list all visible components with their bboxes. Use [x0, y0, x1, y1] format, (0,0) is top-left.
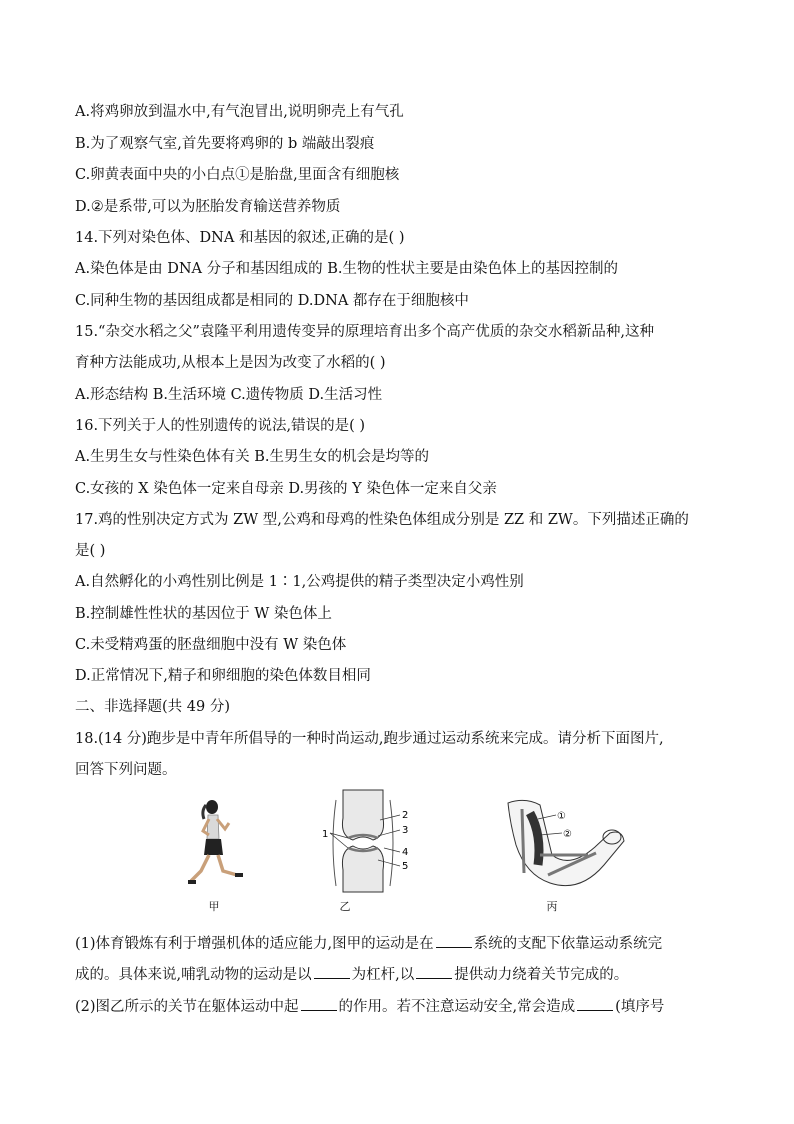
- answer-blank[interactable]: [301, 996, 337, 1011]
- question-17-line1: 17.鸡的性别决定方式为 ZW 型,公鸡和母鸡的性染色体组成分别是 ZZ 和 ZW。下列描述正确的: [75, 512, 689, 528]
- question-18-line1: 18.(14 分)跑步是中青年所倡导的一种时尚运动,跑步通过运动系统来完成。请分析下面图片,: [75, 731, 664, 747]
- joint-label-3: 3: [402, 825, 409, 836]
- option-17a: A.自然孵化的小鸡性别比例是 1∶1,公鸡提供的精子类型决定小鸡性别: [75, 574, 524, 590]
- q18-part2-line1: (2)图乙所示的关节在躯体运动中起 的作用。若不注意运动安全,常会造成 (填序号: [75, 996, 664, 1017]
- joint-label-1: 1: [322, 829, 329, 840]
- option-13d: D.②是系带,可以为胚胎发育输送营养物质: [75, 199, 341, 215]
- muscle-label-1: ①: [557, 811, 566, 822]
- joint-label-2: 2: [402, 810, 409, 821]
- option-13c: C.卵黄表面中央的小白点①是胎盘,里面含有细胞核: [75, 167, 400, 183]
- options-16-ab: A.生男生女与性染色体有关 B.生男生女的机会是均等的: [75, 449, 429, 465]
- arm-muscle-diagram: [500, 795, 630, 900]
- option-13a: A.将鸡卵放到温水中,有气泡冒出,说明卵壳上有气孔: [75, 104, 404, 120]
- options-14-cd: C.同种生物的基因组成都是相同的 D.DNA 都存在于细胞核中: [75, 293, 469, 309]
- options-14-ab: A.染色体是由 DNA 分子和基因组成的 B.生物的性状主要是由染色体上的基因控制的: [75, 261, 618, 277]
- joint-label-5: 5: [402, 861, 409, 872]
- options-15: A.形态结构 B.生活环境 C.遗传物质 D.生活习性: [75, 387, 383, 403]
- muscle-label-2: ②: [563, 829, 572, 840]
- question-15-line1: 15.“杂交水稻之父”袁隆平利用遗传变异的原理培育出多个高产优质的杂交水稻新品种,这种: [75, 324, 654, 340]
- options-16-cd: C.女孩的 X 染色体一定来自母亲 D.男孩的 Y 染色体一定来自父亲: [75, 481, 497, 497]
- answer-blank[interactable]: [314, 964, 350, 979]
- answer-blank[interactable]: [436, 933, 472, 948]
- joint-diagram: [318, 788, 428, 896]
- answer-blank[interactable]: [577, 996, 613, 1011]
- joint-label-4: 4: [402, 847, 409, 858]
- option-13b: B.为了观察气室,首先要将鸡卵的 b 端敲出裂痕: [75, 136, 375, 152]
- question-17-line2: 是( ): [75, 543, 106, 559]
- caption-yi: 乙: [339, 900, 351, 913]
- section-heading: 二、非选择题(共 49 分): [75, 699, 230, 715]
- caption-jia: 甲: [208, 900, 220, 913]
- q18-part1-line1: (1)体育锻炼有利于增强机体的适应能力,图甲的运动是在 系统的支配下依靠运动系统完: [75, 933, 662, 954]
- question-18-line2: 回答下列问题。: [75, 762, 177, 778]
- option-17c: C.未受精鸡蛋的胚盘细胞中没有 W 染色体: [75, 637, 347, 653]
- question-16: 16.下列关于人的性别遗传的说法,错误的是( ): [75, 418, 366, 434]
- answer-blank[interactable]: [416, 964, 452, 979]
- caption-bing: 丙: [546, 900, 558, 913]
- q18-part1-line2: 成的。具体来说,哺乳动物的运动是以 为杠杆,以 提供动力绕着关节完成的。: [75, 964, 628, 985]
- question-15-line2: 育种方法能成功,从根本上是因为改变了水稻的( ): [75, 355, 386, 371]
- option-17d: D.正常情况下,精子和卵细胞的染色体数目相同: [75, 668, 371, 684]
- option-17b: B.控制雄性性状的基因位于 W 染色体上: [75, 606, 332, 622]
- question-14: 14.下列对染色体、DNA 和基因的叙述,正确的是( ): [75, 230, 405, 246]
- runner-figure: [185, 795, 245, 895]
